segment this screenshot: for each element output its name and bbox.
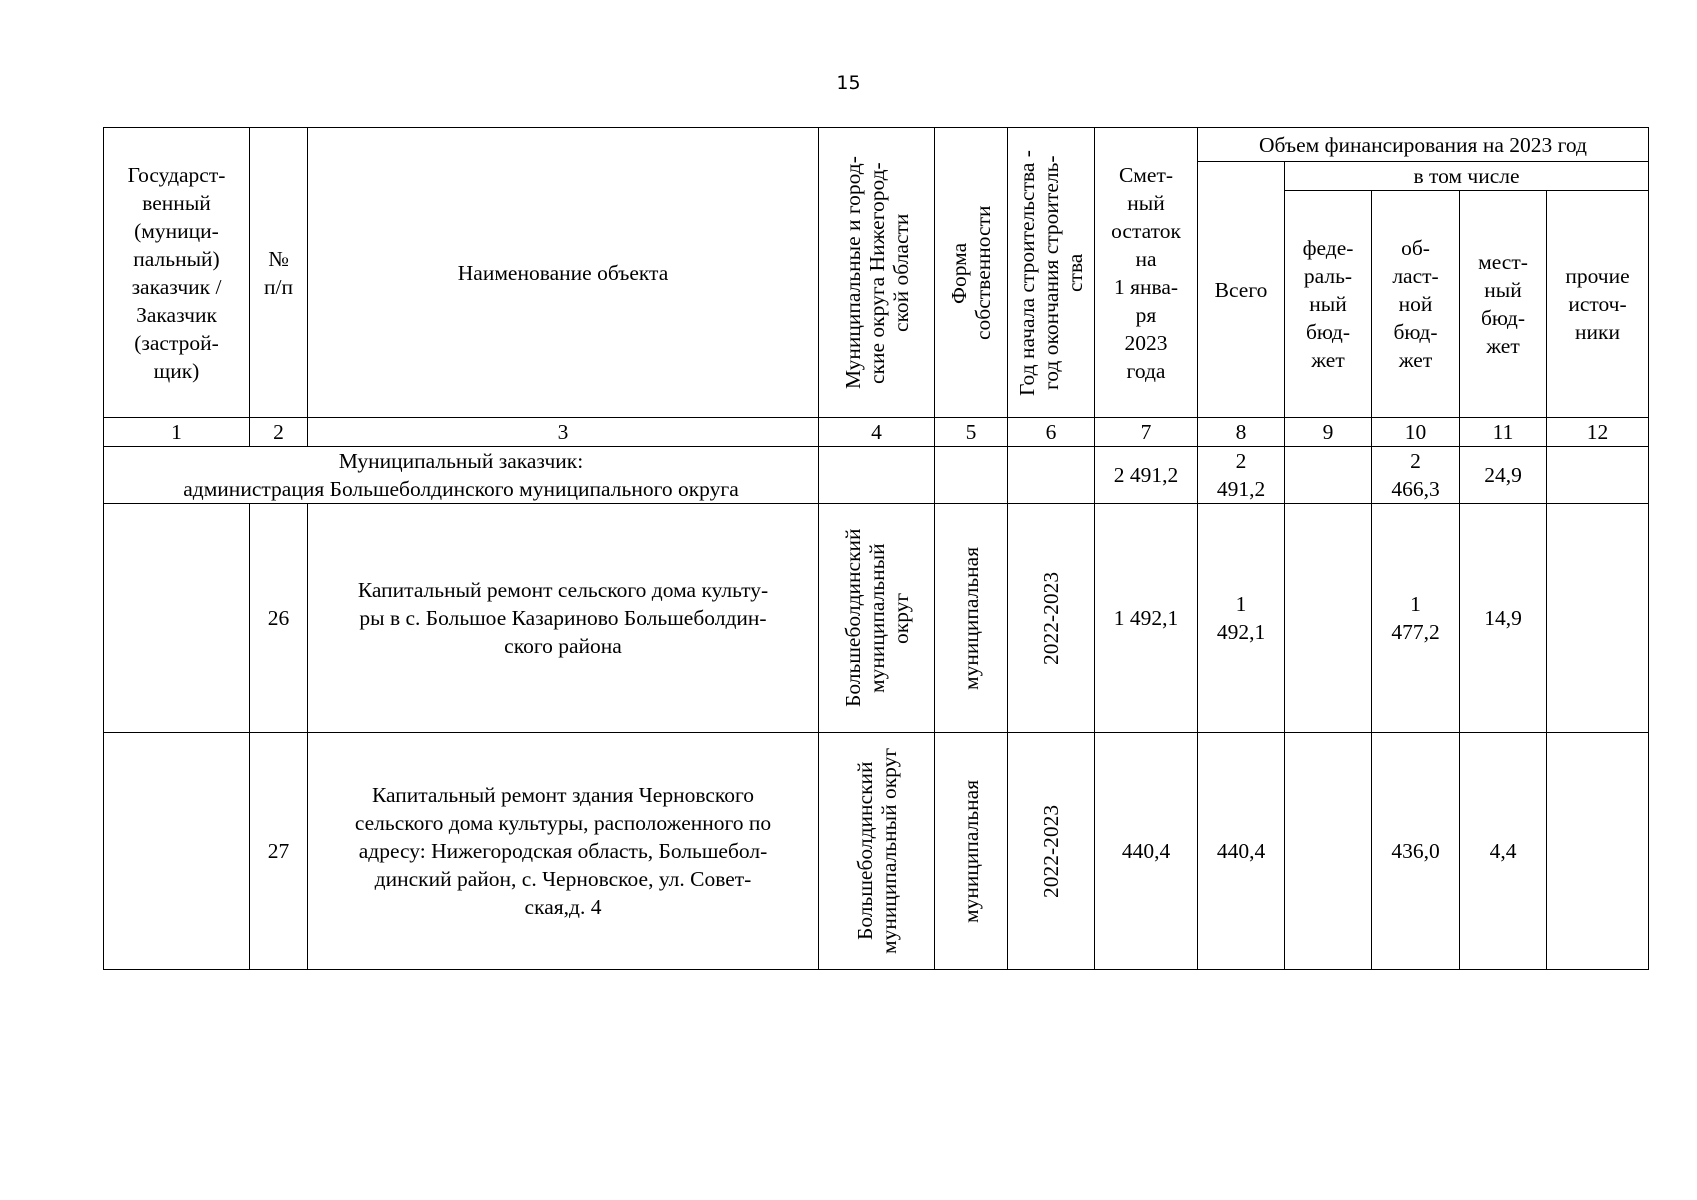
estimate-balance: 1 492,1: [1095, 504, 1198, 733]
header-local: [1460, 191, 1547, 418]
text-line: раль-: [1303, 264, 1353, 288]
text-line: Форма: [947, 241, 971, 304]
col-number: 4: [819, 418, 935, 447]
text-line: №: [268, 246, 289, 271]
text-line: муниципальный округ: [876, 747, 901, 955]
header-other: [1547, 191, 1649, 418]
district: [819, 504, 935, 733]
district: [819, 733, 935, 970]
header-ownership: [935, 128, 1008, 418]
text-line: венный: [142, 190, 211, 215]
col-number: 2: [250, 418, 308, 447]
total: [1198, 504, 1285, 733]
text-line: жет: [1311, 348, 1345, 372]
text-line: администрация Большеболдинского муниципального округа: [183, 477, 739, 501]
customer-total: [1198, 447, 1285, 504]
header-including: в том числе: [1285, 162, 1649, 191]
text-line: ный: [1484, 278, 1522, 302]
text-line: остаток: [1111, 218, 1181, 243]
ownership: муниципальная: [935, 733, 1008, 970]
local: 14,9: [1460, 504, 1547, 733]
federal: [1285, 733, 1372, 970]
col-number: 5: [935, 418, 1008, 447]
customer-regional: [1372, 447, 1460, 504]
text-line: год окончания строитель-: [1039, 155, 1063, 390]
text-line: бюд-: [1480, 306, 1525, 330]
col-number: 10: [1372, 418, 1460, 447]
text-line: (застрой-: [134, 330, 219, 355]
row-number: 27: [250, 733, 308, 970]
column-numbers-row: [104, 418, 1649, 447]
table-row: [104, 504, 1649, 733]
text-line: 1: [1410, 592, 1421, 616]
text-line: об-: [1401, 236, 1430, 260]
header-regional: [1372, 191, 1460, 418]
text-line: (муници-: [134, 218, 219, 243]
funding-table: [103, 127, 1649, 970]
col-number: 1: [104, 418, 250, 447]
regional: [1372, 504, 1460, 733]
local: 4,4: [1460, 733, 1547, 970]
text-line: жет: [1486, 334, 1520, 358]
header-total: Всего: [1198, 162, 1285, 418]
regional: [1372, 733, 1460, 970]
header-years: [1008, 128, 1095, 418]
object-name: [308, 733, 819, 970]
text-line: заказчик /: [131, 274, 222, 299]
text-line: 440,4: [1216, 839, 1266, 863]
col-number: 3: [308, 418, 819, 447]
col-number: 6: [1008, 418, 1095, 447]
text-line: бюд-: [1393, 320, 1438, 344]
federal: [1285, 504, 1372, 733]
text-line: 2: [1410, 449, 1421, 473]
text-line: ный: [1127, 190, 1165, 215]
text-line: динский район, с. Черновское, ул. Совет-: [374, 867, 752, 891]
text-line: округ: [888, 592, 913, 644]
header-district: [819, 128, 935, 418]
text-line: жет: [1398, 348, 1433, 372]
col-number: 7: [1095, 418, 1198, 447]
page-number: 15: [836, 72, 861, 94]
text-line: прочие: [1565, 264, 1630, 288]
text-line: ская,д. 4: [524, 895, 602, 919]
header-object-name: Наименование объекта: [308, 128, 819, 418]
text-line: 1: [1235, 592, 1247, 616]
col-number: 11: [1460, 418, 1547, 447]
text-line: Государст-: [127, 162, 226, 187]
text-line: ры в с. Большое Казариново Большеболдин-: [359, 606, 767, 630]
text-line: 2: [1235, 449, 1247, 473]
years: 2022-2023: [1008, 733, 1095, 970]
row-number: 26: [250, 504, 308, 733]
text-line: Год начала строительства -: [1015, 149, 1039, 396]
text-line: 1 янва-: [1113, 274, 1179, 299]
customer-summary-row: [104, 447, 1649, 504]
header-estimate-balance: [1095, 128, 1198, 418]
text-line: бюд-: [1305, 320, 1350, 344]
col-number: 9: [1285, 418, 1372, 447]
text-line: Капитальный ремонт здания Черновского: [371, 783, 755, 807]
text-line: источ-: [1568, 292, 1627, 316]
text-line: феде-: [1302, 236, 1354, 260]
total: [1198, 733, 1285, 970]
object-name: [308, 504, 819, 733]
header-federal: [1285, 191, 1372, 418]
customer-local: 24,9: [1460, 447, 1547, 504]
text-line: муниципальный: [864, 543, 889, 693]
text-line: 2023: [1124, 330, 1168, 355]
text-line: 436,0: [1391, 839, 1440, 863]
text-line: Муниципальный заказчик:: [338, 449, 584, 473]
text-line: сельского дома культуры, расположенного по: [354, 811, 772, 835]
text-line: ства: [1063, 253, 1087, 292]
text-line: ря: [1135, 302, 1157, 327]
text-line: Большеболдинский: [840, 528, 865, 708]
text-line: ласт-: [1392, 264, 1439, 288]
text-line: ской области: [888, 213, 913, 332]
header-funding-group: Объем финансирования на 2023 год: [1198, 128, 1649, 162]
text-line: собственности: [971, 205, 995, 340]
col-number: 8: [1198, 418, 1285, 447]
years: 2022-2023: [1008, 504, 1095, 733]
estimate-balance: 440,4: [1095, 733, 1198, 970]
ownership: муниципальная: [935, 504, 1008, 733]
text-line: пальный): [133, 246, 220, 271]
text-line: ского района: [504, 634, 622, 658]
text-line: 477,2: [1391, 620, 1440, 644]
header-customer: [104, 128, 250, 418]
text-line: на: [1135, 246, 1157, 271]
text-line: мест-: [1478, 250, 1528, 274]
text-line: ники: [1575, 320, 1620, 344]
text-line: щик): [153, 358, 200, 383]
text-line: Муниципальные и город-: [840, 156, 865, 389]
text-line: Большеболдинский: [852, 761, 877, 941]
text-line: п/п: [264, 274, 293, 299]
text-line: Заказчик: [136, 302, 217, 327]
text-line: 466,3: [1391, 477, 1440, 501]
other: [1547, 733, 1649, 970]
text-line: Капитальный ремонт сельского дома культу-: [357, 578, 769, 602]
text-line: года: [1126, 358, 1166, 383]
col-number: 12: [1547, 418, 1649, 447]
table-row: [104, 733, 1649, 970]
text-line: адресу: Нижегородская область, Большебол-: [358, 839, 768, 863]
text-line: 492,1: [1216, 620, 1266, 644]
text-line: ной: [1398, 292, 1433, 316]
text-line: 491,2: [1216, 477, 1266, 501]
text-line: Смет-: [1118, 162, 1174, 187]
text-line: ские округа Нижегород-: [864, 161, 889, 384]
text-line: ный: [1309, 292, 1347, 316]
customer-title: [104, 447, 819, 504]
customer-balance: 2 491,2: [1095, 447, 1198, 504]
header-number: [250, 128, 308, 418]
other: [1547, 504, 1649, 733]
